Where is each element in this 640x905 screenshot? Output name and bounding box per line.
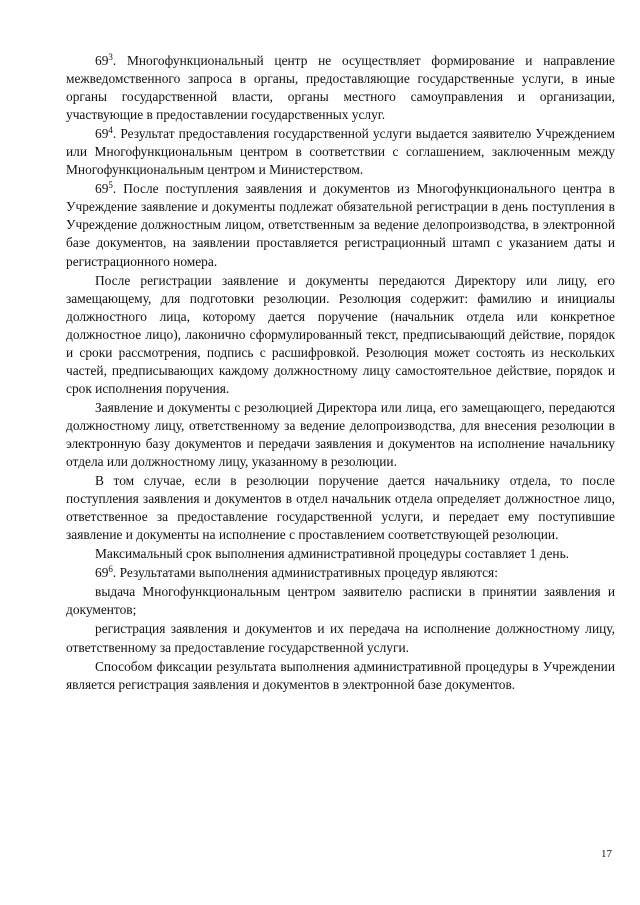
paragraph-text: Многофункциональный центр не осуществляет формирование и направление межведомственного запроса в органы, предоставляющие государственные услуги, в иные органы государственной власти, органы местного самоуправления и организации, участвующие в предоставлении государственных услуг. — [66, 53, 615, 123]
paragraph-max-term: Максимальный срок выполнения административной процедуры составляет 1 день. — [95, 546, 570, 562]
paragraph-69-3 — [66, 52, 615, 124]
page-number: 17 — [601, 848, 612, 860]
clause-number: 69 — [95, 181, 109, 197]
clause-separator: . — [112, 126, 121, 142]
paragraph-text: После поступления заявления и документов из Многофункционального центра в Учреждение заявление и документы подлежат обязательной регистрации в день поступления в Учреждение должностным лицом, ответственным за ведение делопроизводства, в электронной базе документов, на заявлении проставляется регистрационный штамп с указанием даты и регистрационного номера. — [66, 181, 615, 269]
paragraph-registration: После регистрации заявление и документы передаются Директору или лицу, его замещающему, для подготовки резолюции. Резолюция содержит: фамилию и инициалы должностного лица, которому дается поручение (начальник отдела или конкретное должностное лицо), лаконично сформулированный текст, предписывающий действие, порядок и сроки рассмотрения, подпись с расшифровкой. Резолюция может состоять из нескольких частей, предписывающих каждому должностному лицу самостоятельное действие, порядок и срок исполнения поручения. — [66, 272, 615, 396]
clause-superscript: 6 — [108, 564, 113, 575]
paragraph-69-4 — [66, 125, 615, 179]
paragraph-result-receipt: выдача Многофункциональным центром заявителю расписки в принятии заявления и документов; — [66, 584, 615, 618]
clause-number: 69 — [95, 565, 109, 581]
clause-number: 69 — [95, 53, 109, 68]
paragraph-fixation-method: Способом фиксации результата выполнения административной процедуры в Учреждении является регистрация заявления и документов в электронной базе документов. — [66, 658, 615, 692]
clause-separator: . — [112, 53, 127, 68]
document-body — [66, 52, 615, 694]
paragraph-text: Результатами выполнения административных процедур являются: — [119, 565, 498, 581]
clause-superscript: 3 — [108, 52, 113, 62]
clause-superscript: 4 — [108, 125, 113, 136]
paragraph-69-6 — [66, 564, 615, 582]
paragraph-text: Результат предоставления государственной услуги выдается заявителю Учреждением или Многофункциональным центром в соответствии с соглашением, заключенным между Многофункциональным центром и Министерством. — [66, 126, 615, 178]
paragraph-69-5 — [66, 180, 615, 270]
clause-superscript: 5 — [108, 180, 113, 191]
clause-separator: . — [112, 565, 120, 581]
clause-separator: . — [112, 181, 124, 197]
paragraph-department-head: В том случае, если в резолюции поручение дается начальнику отдела, то после поступления заявления и документов в отдел начальник отдела определяет должностное лицо, ответственное за предоставление государственной услуги, и передает ему поступившие заявление и документы на исполнение с проставлением соответствующей резолюции. — [66, 473, 615, 543]
paragraph-result-registration: регистрация заявления и документов и их передача на исполнение должностному лицу, ответственному за предоставление государственной услуги. — [66, 621, 615, 655]
clause-number: 69 — [95, 126, 109, 142]
paragraph-resolution-transfer: Заявление и документы с резолюцией Директора или лица, его замещающего, передаются должностному лицу, ответственному за ведение делопроизводства, для внесения резолюции в электронную базу документов и передачи заявления и документов на исполнение начальнику отдела или должностному лицу, указанному в резолюции. — [66, 399, 615, 470]
